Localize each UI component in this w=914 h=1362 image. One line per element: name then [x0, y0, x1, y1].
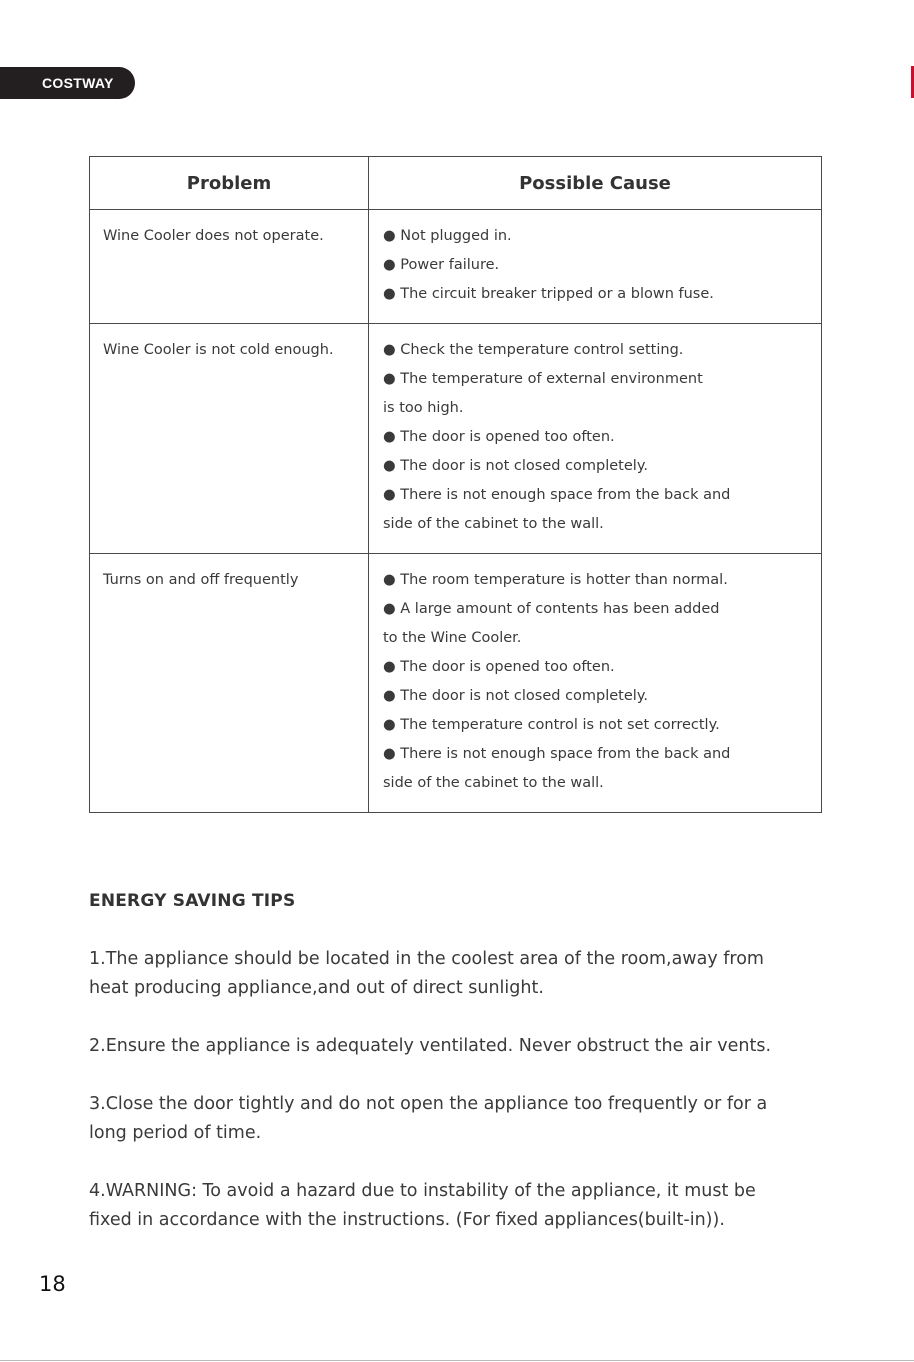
problem-cell: Wine Cooler is not cold enough.: [90, 324, 369, 554]
cause-line: side of the cabinet to the wall.: [383, 516, 604, 532]
tip-line: 2.Ensure the appliance is adequately ventilated. Never obstruct the air vents.: [89, 1036, 772, 1056]
tip-line: 1.The appliance should be located in the coolest area of the room,away from: [89, 949, 764, 969]
page-number: 18: [39, 1272, 66, 1296]
energy-tip: [89, 1177, 849, 1235]
cause-line: ● The door is not closed completely.: [383, 688, 648, 704]
troubleshooting-table-wrapper: [89, 156, 821, 813]
cause-line: ● The door is opened too often.: [383, 659, 615, 675]
table-row: [90, 210, 822, 324]
cause-line: ● Not plugged in.: [383, 228, 512, 244]
energy-tip: [89, 1090, 849, 1148]
cause-line: ● There is not enough space from the back and: [383, 487, 731, 503]
troubleshooting-table: [89, 156, 822, 813]
cause-line: ● A large amount of contents has been added: [383, 601, 720, 617]
cause-line: ● The door is opened too often.: [383, 429, 615, 445]
brand-tab: [0, 67, 135, 99]
tip-line: heat producing appliance,and out of direct sunlight.: [89, 978, 544, 998]
table-header-row: [90, 157, 822, 210]
cause-line: ● Check the temperature control setting.: [383, 342, 684, 358]
problem-cell: Wine Cooler does not operate.: [90, 210, 369, 324]
cause-line: ● The temperature control is not set correctly.: [383, 717, 720, 733]
energy-tips-list: [89, 945, 849, 1264]
cause-line: ● The temperature of external environment: [383, 371, 703, 387]
cause-line: ● The room temperature is hotter than normal.: [383, 572, 728, 588]
tip-line: fixed in accordance with the instructions. (For fixed appliances(built-in)).: [89, 1210, 725, 1230]
energy-saving-heading: ENERGY SAVING TIPS: [89, 891, 296, 911]
energy-tip: [89, 945, 849, 1003]
table-row: [90, 554, 822, 813]
cause-line: to the Wine Cooler.: [383, 630, 522, 646]
brand-logo-text: COSTWAY: [42, 75, 114, 91]
cause-line: side of the cabinet to the wall.: [383, 775, 604, 791]
tip-line: long period of time.: [89, 1123, 262, 1143]
cause-line: ● Power failure.: [383, 257, 500, 273]
table-row: [90, 324, 822, 554]
cause-cell: [369, 324, 822, 554]
energy-tip: [89, 1032, 849, 1061]
header-possible-cause: Possible Cause: [369, 157, 822, 210]
tip-line: 3.Close the door tightly and do not open the appliance too frequently or for a: [89, 1094, 768, 1114]
problem-cell: Turns on and off frequently: [90, 554, 369, 813]
cause-line: ● There is not enough space from the back and: [383, 746, 731, 762]
cause-cell: [369, 210, 822, 324]
cause-line: ● The door is not closed completely.: [383, 458, 648, 474]
header-problem: Problem: [90, 157, 369, 210]
cause-cell: [369, 554, 822, 813]
tip-line: 4.WARNING: To avoid a hazard due to instability of the appliance, it must be: [89, 1181, 756, 1201]
bottom-rule: [0, 1360, 914, 1361]
cause-line: ● The circuit breaker tripped or a blown fuse.: [383, 286, 714, 302]
cause-line: is too high.: [383, 400, 464, 416]
